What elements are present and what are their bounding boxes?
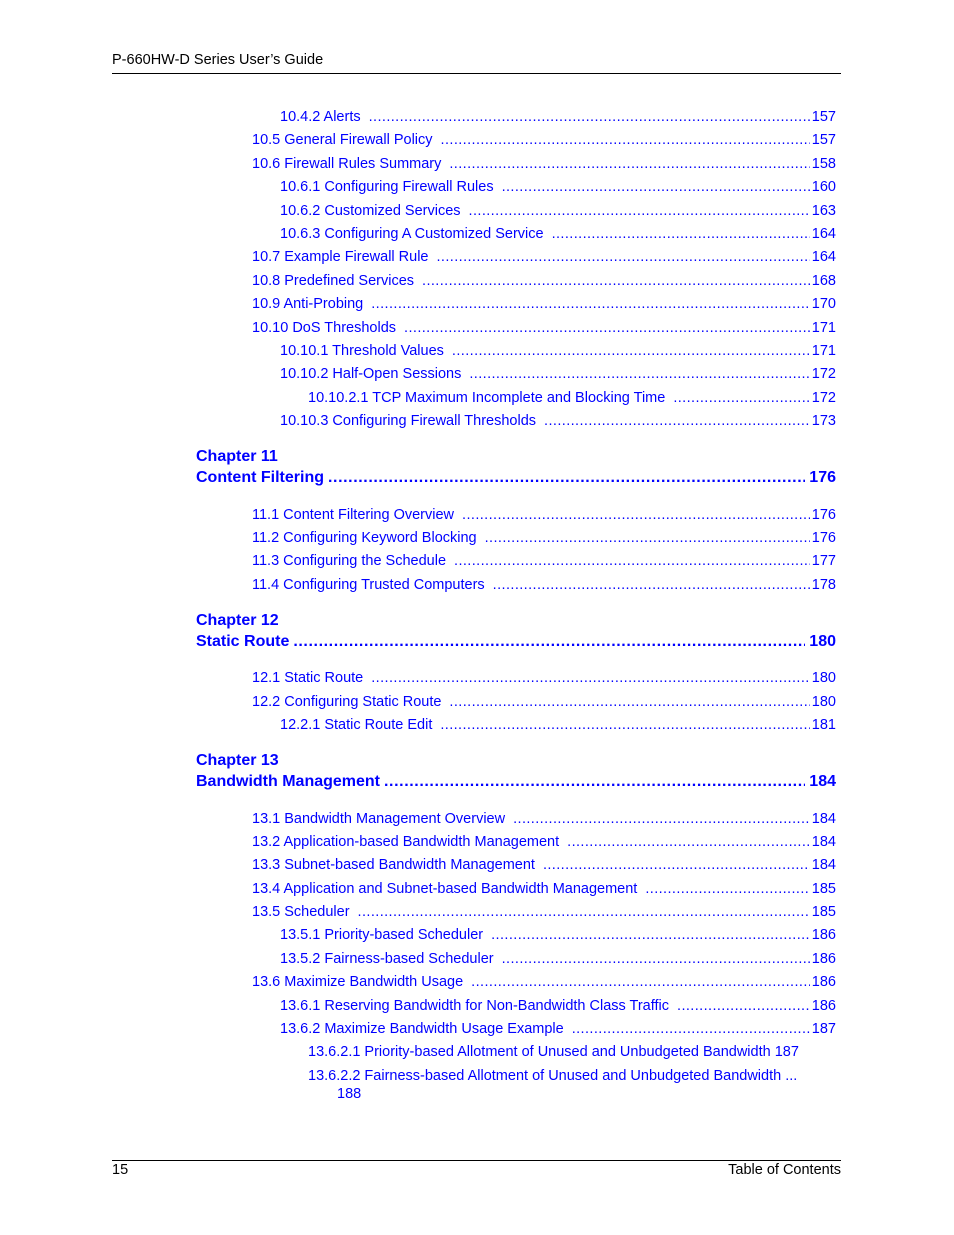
dot-leader xyxy=(441,131,810,149)
toc-entry-label: 10.10.3 Configuring Firewall Thresholds xyxy=(280,413,537,429)
footer-section-title: Table of Contents xyxy=(728,1162,841,1178)
toc-entry-page: 164 xyxy=(811,226,836,242)
dot-leader xyxy=(502,178,810,196)
toc-entry[interactable] xyxy=(252,810,836,828)
toc-entry[interactable] xyxy=(252,552,836,570)
toc-entry-label: 10.4.2 Alerts xyxy=(280,109,361,125)
dot-leader xyxy=(645,880,809,898)
toc-entry[interactable] xyxy=(252,833,836,851)
chapter-page: 180 xyxy=(809,633,836,650)
toc-entry[interactable] xyxy=(252,903,836,921)
dot-leader xyxy=(469,202,810,220)
dot-leader xyxy=(371,295,810,313)
toc-entry-label: 13.2 Application-based Bandwidth Management xyxy=(252,834,560,850)
toc-entry-label: 10.6.2 Customized Services xyxy=(280,203,461,219)
toc-entry-page: 168 xyxy=(811,273,836,289)
toc-entry-page: 170 xyxy=(811,296,836,312)
toc-entry-label: 13.6.2 Maximize Bandwidth Usage Example xyxy=(280,1021,564,1037)
toc-entry[interactable] xyxy=(252,973,836,991)
dot-leader xyxy=(328,468,805,488)
toc-entry[interactable] xyxy=(308,1067,836,1085)
toc-entry-page: 187 xyxy=(774,1044,799,1060)
toc-entry[interactable] xyxy=(252,248,836,266)
toc-entry-page: 157 xyxy=(811,132,836,148)
toc-entry-label: 13.4 Application and Subnet-based Bandwidth Management xyxy=(252,881,638,897)
toc-entry[interactable] xyxy=(280,950,836,968)
toc-entry-page: 157 xyxy=(811,109,836,125)
toc-entry-page: 171 xyxy=(811,343,836,359)
toc-entry-page: 171 xyxy=(811,320,836,336)
dot-leader xyxy=(454,552,810,570)
toc-entry-label: 10.5 General Firewall Policy xyxy=(252,132,433,148)
toc-entry-label: 10.6 Firewall Rules Summary xyxy=(252,156,442,172)
toc-entry-page: 184 xyxy=(811,834,836,850)
chapter-page: 176 xyxy=(809,469,836,486)
toc-entry[interactable] xyxy=(280,365,836,383)
toc-entry-label: 11.4 Configuring Trusted Computers xyxy=(252,577,485,593)
toc-entry-label: 11.2 Configuring Keyword Blocking xyxy=(252,530,477,546)
toc-entry[interactable] xyxy=(280,108,836,126)
toc-entry-label: 12.2.1 Static Route Edit xyxy=(280,717,433,733)
dot-leader xyxy=(673,389,809,407)
toc-entry[interactable] xyxy=(252,669,836,687)
toc-entry[interactable] xyxy=(252,856,836,874)
chapter-page: 184 xyxy=(809,773,836,790)
toc-entry[interactable] xyxy=(280,178,836,196)
dot-leader xyxy=(677,997,810,1015)
toc-entry-label: 10.7 Example Firewall Rule xyxy=(252,249,429,265)
toc-entry-label: 11.1 Content Filtering Overview xyxy=(252,507,455,523)
dot-leader xyxy=(491,926,810,944)
toc-entry-label: 13.6 Maximize Bandwidth Usage xyxy=(252,974,464,990)
toc-entry-label: 10.10.1 Threshold Values xyxy=(280,343,444,359)
dot-leader xyxy=(452,342,810,360)
toc-entry-label: 10.10.2.1 TCP Maximum Incomplete and Blocking Time xyxy=(308,390,666,406)
header-rule xyxy=(112,73,841,74)
dot-leader xyxy=(544,412,810,430)
toc-entry-page[interactable]: 188 xyxy=(337,1086,362,1102)
toc-entry-page: 163 xyxy=(811,203,836,219)
toc-entry[interactable] xyxy=(252,693,836,711)
toc-entry-label: 12.1 Static Route xyxy=(252,670,364,686)
toc-entry-page: 177 xyxy=(811,553,836,569)
toc-entry-page: 186 xyxy=(811,998,836,1014)
dot-leader xyxy=(422,272,810,290)
toc-entry-label: 13.6.2.1 Priority-based Allotment of Unused and Unbudgeted Bandwidth xyxy=(308,1044,771,1060)
footer-rule xyxy=(112,1160,841,1161)
toc-entry-page: 164 xyxy=(811,249,836,265)
toc-entry-label: 10.6.1 Configuring Firewall Rules xyxy=(280,179,494,195)
dot-leader xyxy=(462,506,810,524)
toc-entry[interactable] xyxy=(252,131,836,149)
toc-entry-label: 13.1 Bandwidth Management Overview xyxy=(252,811,506,827)
toc-entry[interactable] xyxy=(280,225,836,243)
toc-entry-page: 172 xyxy=(811,390,836,406)
dot-leader xyxy=(471,973,810,991)
dot-leader xyxy=(449,155,809,173)
toc-entry-label: 13.5 Scheduler xyxy=(252,904,350,920)
chapter-number[interactable]: Chapter 12 xyxy=(196,612,279,629)
toc-entry[interactable] xyxy=(252,576,836,594)
toc-entry-label: 10.9 Anti-Probing xyxy=(252,296,364,312)
chapter-number[interactable]: Chapter 13 xyxy=(196,752,279,769)
dot-leader xyxy=(493,576,810,594)
toc-entry[interactable] xyxy=(252,506,836,524)
toc-entry-page: 186 xyxy=(811,951,836,967)
toc-entry-page: 178 xyxy=(811,577,836,593)
toc-entry[interactable] xyxy=(280,1020,836,1038)
toc-entry[interactable] xyxy=(280,342,836,360)
toc-entry-page: 181 xyxy=(811,717,836,733)
toc-entry-label: 13.3 Subnet-based Bandwidth Management xyxy=(252,857,535,873)
chapter-entry[interactable] xyxy=(196,632,836,652)
toc-entry[interactable] xyxy=(308,389,836,407)
toc-entry-label: 11.3 Configuring the Schedule xyxy=(252,553,447,569)
chapter-entry[interactable] xyxy=(196,468,836,488)
footer-page-number: 15 xyxy=(112,1162,129,1178)
dot-leader xyxy=(485,529,810,547)
chapter-title: Static Route xyxy=(196,633,290,650)
toc-entry[interactable] xyxy=(252,272,836,290)
toc-entry-page: 176 xyxy=(811,530,836,546)
dot-leader xyxy=(513,810,810,828)
toc-entry-page: 180 xyxy=(811,694,836,710)
dot-leader xyxy=(371,669,810,687)
dot-leader xyxy=(404,319,810,337)
toc-entry[interactable] xyxy=(252,880,836,898)
toc-entry-page: 180 xyxy=(811,670,836,686)
toc-entry-page: 185 xyxy=(811,881,836,897)
dot-leader xyxy=(552,225,810,243)
dot-leader xyxy=(358,903,810,921)
toc-entry-page: 160 xyxy=(811,179,836,195)
chapter-number[interactable]: Chapter 11 xyxy=(196,448,278,465)
dot-leader xyxy=(369,108,810,126)
dot-leader xyxy=(437,248,810,266)
toc-entry[interactable] xyxy=(280,716,836,734)
toc-entry[interactable] xyxy=(252,155,836,173)
toc-entry[interactable] xyxy=(280,997,836,1015)
toc-entry-page: 173 xyxy=(811,413,836,429)
chapter-entry[interactable] xyxy=(196,772,836,792)
toc-entry[interactable] xyxy=(252,529,836,547)
toc-entry-label: 13.5.2 Fairness-based Scheduler xyxy=(280,951,494,967)
toc-entry[interactable] xyxy=(252,295,836,313)
page-header-title: P-660HW-D Series User’s Guide xyxy=(112,52,324,68)
toc-entry-page: 186 xyxy=(811,974,836,990)
toc-entry-label: 10.10.2 Half-Open Sessions xyxy=(280,366,462,382)
dot-leader xyxy=(567,833,810,851)
dot-leader xyxy=(469,365,809,383)
toc-entry-label: 13.5.1 Priority-based Scheduler xyxy=(280,927,484,943)
toc-entry-label: 10.6.3 Configuring A Customized Service xyxy=(280,226,544,242)
toc-entry-page: 187 xyxy=(811,1021,836,1037)
toc-entry[interactable] xyxy=(308,1043,836,1061)
toc-entry-label: 10.10 DoS Thresholds xyxy=(252,320,397,336)
dot-leader xyxy=(543,856,810,874)
toc-entry-label: 13.6.2.2 Fairness-based Allotment of Unused and Unbudgeted Bandwidth ... xyxy=(308,1068,798,1084)
toc-entry-page: 158 xyxy=(811,156,836,172)
toc-entry-page: 184 xyxy=(811,811,836,827)
dot-leader xyxy=(293,632,805,652)
toc-entry-page: 186 xyxy=(811,927,836,943)
dot-leader xyxy=(572,1020,810,1038)
toc-entry-page: 185 xyxy=(811,904,836,920)
dot-leader xyxy=(502,950,810,968)
toc-entry-label: 12.2 Configuring Static Route xyxy=(252,694,442,710)
toc-entry[interactable] xyxy=(280,926,836,944)
toc-entry[interactable] xyxy=(252,319,836,337)
toc-entry-label: 10.8 Predefined Services xyxy=(252,273,415,289)
toc-entry[interactable] xyxy=(280,412,836,430)
toc-entry-label: 13.6.1 Reserving Bandwidth for Non-Bandwidth Class Traffic xyxy=(280,998,670,1014)
chapter-title: Bandwidth Management xyxy=(196,773,381,790)
dot-leader xyxy=(384,772,805,792)
dot-leader xyxy=(449,693,809,711)
toc-entry[interactable] xyxy=(280,202,836,220)
chapter-title: Content Filtering xyxy=(196,469,324,486)
toc-entry-page: 172 xyxy=(811,366,836,382)
toc-entry-page: 176 xyxy=(811,507,836,523)
dot-leader xyxy=(440,716,809,734)
toc-entry-page: 184 xyxy=(811,857,836,873)
